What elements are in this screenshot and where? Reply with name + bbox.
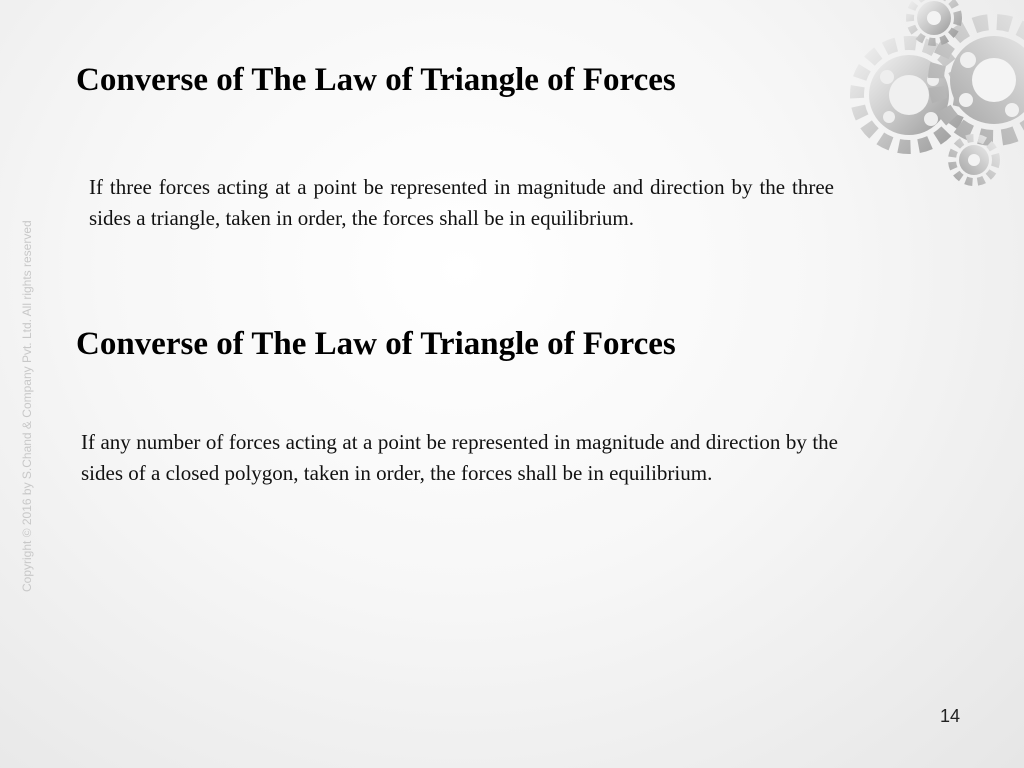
section-1-heading: Converse of The Law of Triangle of Forces	[76, 62, 676, 98]
page-number: 14	[940, 706, 961, 726]
section-2-body: If any number of forces acting at a point be represented in magnitude and direction by the sides of a closed polygon, taken in order, the forces shall be in equilibrium.	[81, 430, 838, 485]
copyright-watermark: Copyright © 2016 by S.Chand & Company Pvt. Ltd. All rights reserved	[20, 220, 34, 592]
section-1-body: If three forces acting at a point be represented in magnitude and direction by the three sides a triangle, taken in order, the forces shall be in equilibrium.	[89, 175, 834, 230]
gears-icon	[834, 0, 1024, 200]
section-2-heading: Converse of The Law of Triangle of Forces	[76, 326, 676, 362]
